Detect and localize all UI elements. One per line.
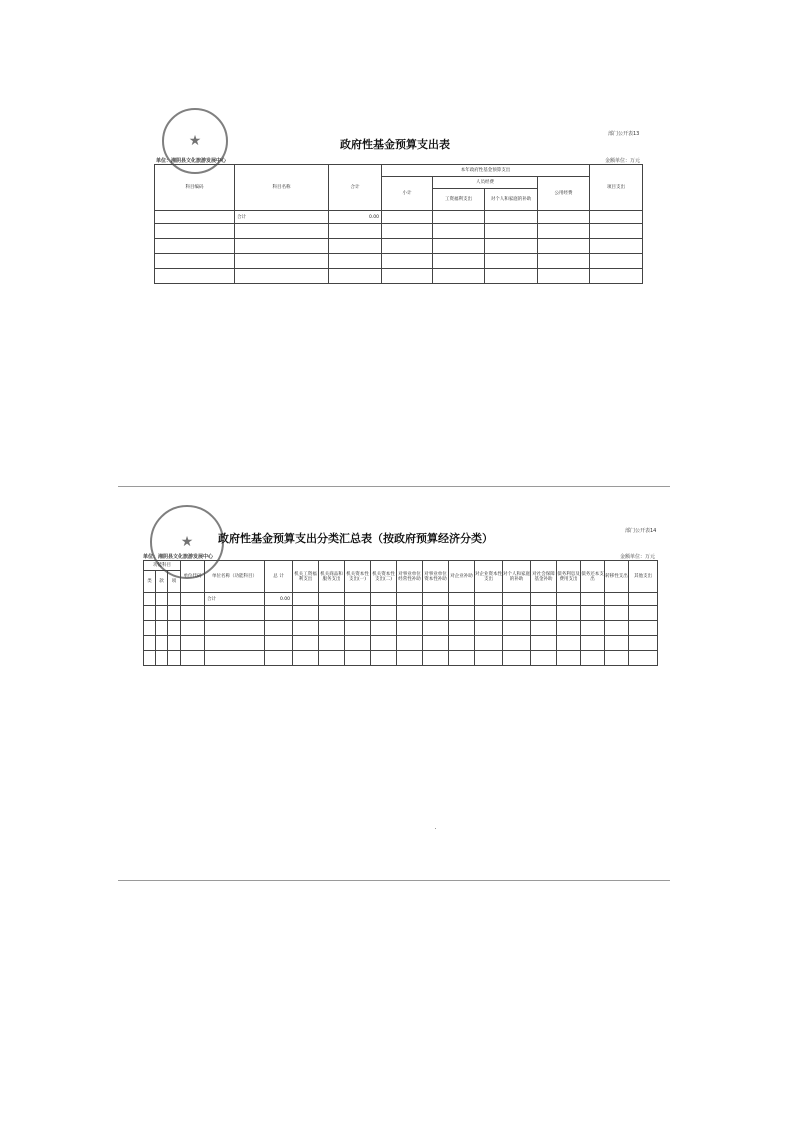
header-col: 债务利息及费用支出 [557, 561, 581, 593]
header-project: 项目支出 [590, 165, 643, 211]
table-row [144, 606, 658, 621]
currency-unit: 金额单位：万元 [620, 554, 656, 560]
corner-note: 部门公开表13 [608, 131, 640, 137]
seal-star-icon: ★ [180, 534, 194, 550]
header-name: 科目名称 [235, 165, 329, 211]
header-public: 公用经费 [538, 177, 590, 211]
header-col: 对事业单位资本性补助 [423, 561, 449, 593]
budget-table-2 [143, 560, 658, 666]
total-label: 合计 [235, 211, 329, 224]
table-row [144, 651, 658, 666]
header-col: 对事业单位经常性补助 [397, 561, 423, 593]
header-col: 机关工资福利支出 [293, 561, 319, 593]
header-subtotal: 小计 [382, 177, 433, 211]
header-col: 对企业资本性支出 [475, 561, 503, 593]
table-row [155, 269, 643, 284]
table-row [144, 593, 658, 606]
header-code: 科目编码 [155, 165, 235, 211]
header-col: 对社会保障基金补助 [531, 561, 557, 593]
table-row [155, 239, 643, 254]
header-col: 机关资本性支出(二) [371, 561, 397, 593]
header-kuan: 款 [156, 571, 168, 593]
total-value: 0.00 [265, 593, 293, 606]
unit-label: 单位：湘阴县文化旅游发展中心 [143, 554, 214, 560]
table-row [144, 621, 658, 636]
page-title: 政府性基金预算支出表 [340, 138, 450, 151]
header-col: 对企业补助 [449, 561, 475, 593]
header-unit-code: 单位代码 [181, 561, 205, 593]
header-col: 债务还本支出 [581, 561, 605, 593]
header-xiang: 项 [168, 571, 181, 593]
unit-label: 单位：湘阴县文化旅游发展中心 [156, 158, 227, 164]
header-col: 转移性支出 [605, 561, 629, 593]
header-total: 总 计 [265, 561, 293, 593]
table-row [155, 224, 643, 239]
header-lei: 类 [144, 571, 156, 593]
table-row [155, 211, 643, 224]
currency-unit: 金额单位：万元 [605, 158, 641, 164]
header-personnel: 人员经费 [433, 177, 538, 189]
header-total: 合计 [329, 165, 382, 211]
header-col: 对个人和家庭的补助 [503, 561, 531, 593]
page-title: 政府性基金预算支出分类汇总表（按政府预算经济分类） [218, 532, 493, 545]
header-func: 功能科目 [144, 561, 181, 571]
table-row [155, 254, 643, 269]
header-wages: 工资福利支出 [433, 189, 485, 211]
table-row [144, 636, 658, 651]
header-unit-name: 单位名称（功能科目） [205, 561, 265, 593]
header-current-year: 本年政府性基金预算支出 [382, 165, 590, 177]
total-value: 0.00 [329, 211, 382, 224]
total-label: 合计 [205, 593, 265, 606]
header-col: 机关商品和服务支出 [319, 561, 345, 593]
header-subsidy: 对个人和家庭的补助 [485, 189, 538, 211]
header-col: 其他支出 [629, 561, 658, 593]
budget-table-1 [154, 164, 643, 284]
page-divider [118, 880, 670, 881]
seal-star-icon: ★ [188, 133, 202, 149]
scan-speck [435, 828, 436, 829]
page-divider [118, 486, 670, 487]
corner-note: 部门公开表14 [625, 528, 657, 534]
header-col: 机关资本性支出(一) [345, 561, 371, 593]
